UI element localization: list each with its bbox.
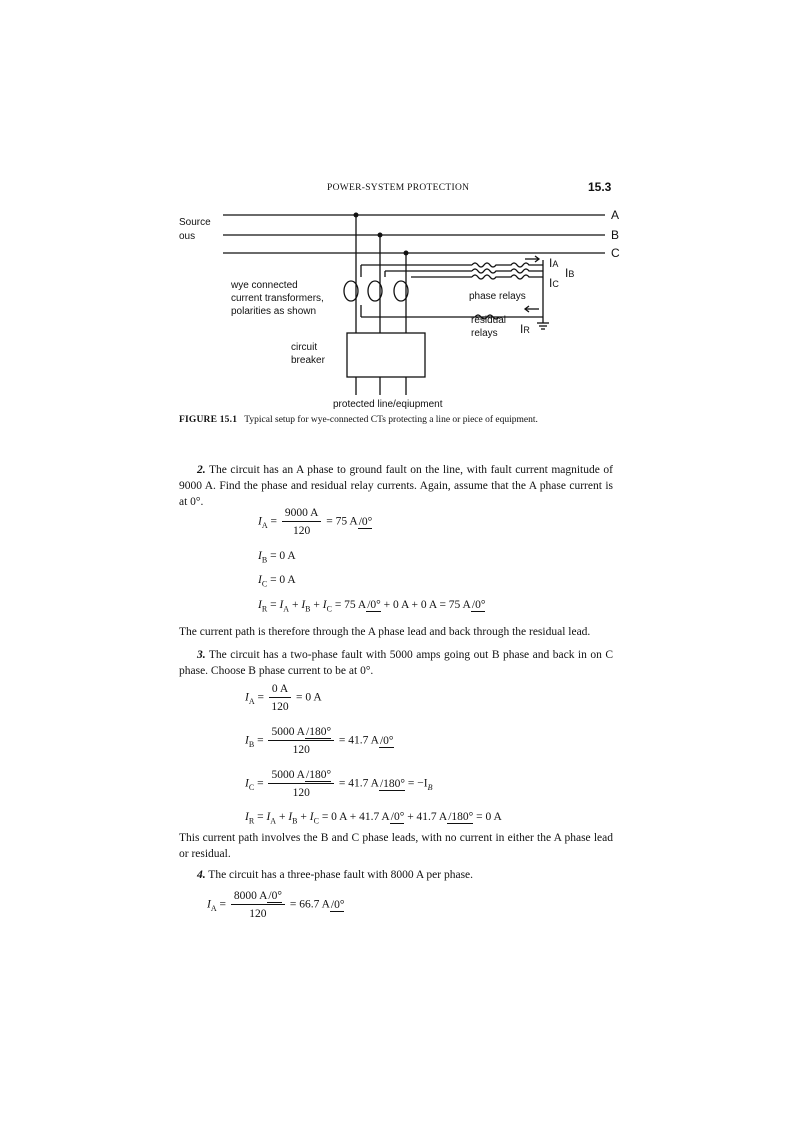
source-bus-label-2: ous (179, 231, 196, 242)
protected-line-label: protected line/eqiupment (333, 399, 443, 410)
paragraph-number: 3. (197, 649, 206, 661)
residual-relays-label-2: relays (471, 328, 498, 339)
equation-ir-case2: $I_R = I_A + I_B + I_C = 75$ A/ 0° + 0 A + 0 A = 75 A/ 0° (258, 599, 485, 613)
caption-text: Typical setup for wye-connected CTs protecting a line or piece of equipment. (244, 415, 538, 425)
paragraph-text: The circuit has a two-phase fault with 5000 amps going out B phase and back in on C phase. Choose B phase current to be at 0°. (179, 649, 613, 677)
paragraph-number: 2. (197, 464, 206, 476)
phase-relays-label: phase relays (469, 291, 526, 302)
phase-label-b: B (611, 228, 620, 242)
equation-ia-case2: $I_A$ = $\frac{9000 A}{120}$ = 75 A/ 0° (258, 507, 372, 537)
page-number: 15.3 (588, 180, 612, 194)
ct-label-2: current transformers, (231, 293, 324, 304)
paragraph-4 (179, 867, 613, 883)
current-ib-label: IB (565, 266, 575, 280)
residual-relays-label-1: residual (471, 315, 507, 326)
breaker-label-1: circuit (291, 342, 318, 353)
breaker-label-2: breaker (291, 355, 325, 366)
ct-label-3: polarities as shown (231, 306, 317, 317)
equation-ib-case3: $I_B$ = $\frac{5000 A/ 180^\circ}{120}$ = 41.7 A/ 0° (245, 726, 394, 756)
equation-ia-case4: $I_A$ = $\frac{8000 A/ 0^\circ}{120}$ = 66.7 A/ 0° (207, 890, 344, 920)
equation-ic-case2: $I_C = 0$ A (258, 574, 296, 589)
figure-15-1-diagram (175, 205, 625, 413)
paragraph-3 (179, 647, 613, 679)
paragraph-3-conclusion: This current path involves the B and C phase leads, with no current in either the A phase lead or residual. (179, 832, 613, 860)
phase-label-c: C (611, 246, 620, 260)
source-bus-label-1: Source (179, 217, 211, 228)
paragraph-text: The circuit has a three-phase fault with 8000 A per phase. (208, 869, 474, 881)
equation-ic-case3: $I_C$ = $\frac{5000 A/ 180^\circ}{120}$ = 41.7 A/ $180^\circ = -I_B$ (245, 769, 432, 799)
paragraph-text: The circuit has an A phase to ground fault on the line, with fault current magnitude of 9000 A. Find the phase and residual relay currents. Again, assume that the A phase current is at 0°. (179, 464, 613, 508)
current-ia-label: IA (549, 256, 559, 270)
figure-caption (179, 415, 619, 425)
paragraph-number: 4. (197, 869, 206, 881)
equation-ia-case3: $I_A$ = $\frac{0 A}{120}$ = 0 A (245, 683, 322, 713)
equation-ib-case2: $I_B = 0$ A (258, 550, 296, 565)
running-header-title: POWER-SYSTEM PROTECTION (327, 183, 470, 193)
current-ir-label: IR (520, 322, 530, 336)
current-ic-label: IC (549, 276, 559, 290)
ct-label-1: wye connected (231, 280, 298, 291)
caption-label: FIGURE 15.1 (179, 415, 238, 425)
phase-label-a: A (611, 208, 620, 222)
paragraph-2 (179, 462, 613, 510)
paragraph-2-conclusion: The current path is therefore through the A phase lead and back through the residual lead. (179, 626, 591, 638)
equation-ir-case3: $I_R = I_A + I_B + I_C = 0$ A + 41.7 A/ 0° + 41.7 A/ 180° = 0 A (245, 811, 502, 825)
